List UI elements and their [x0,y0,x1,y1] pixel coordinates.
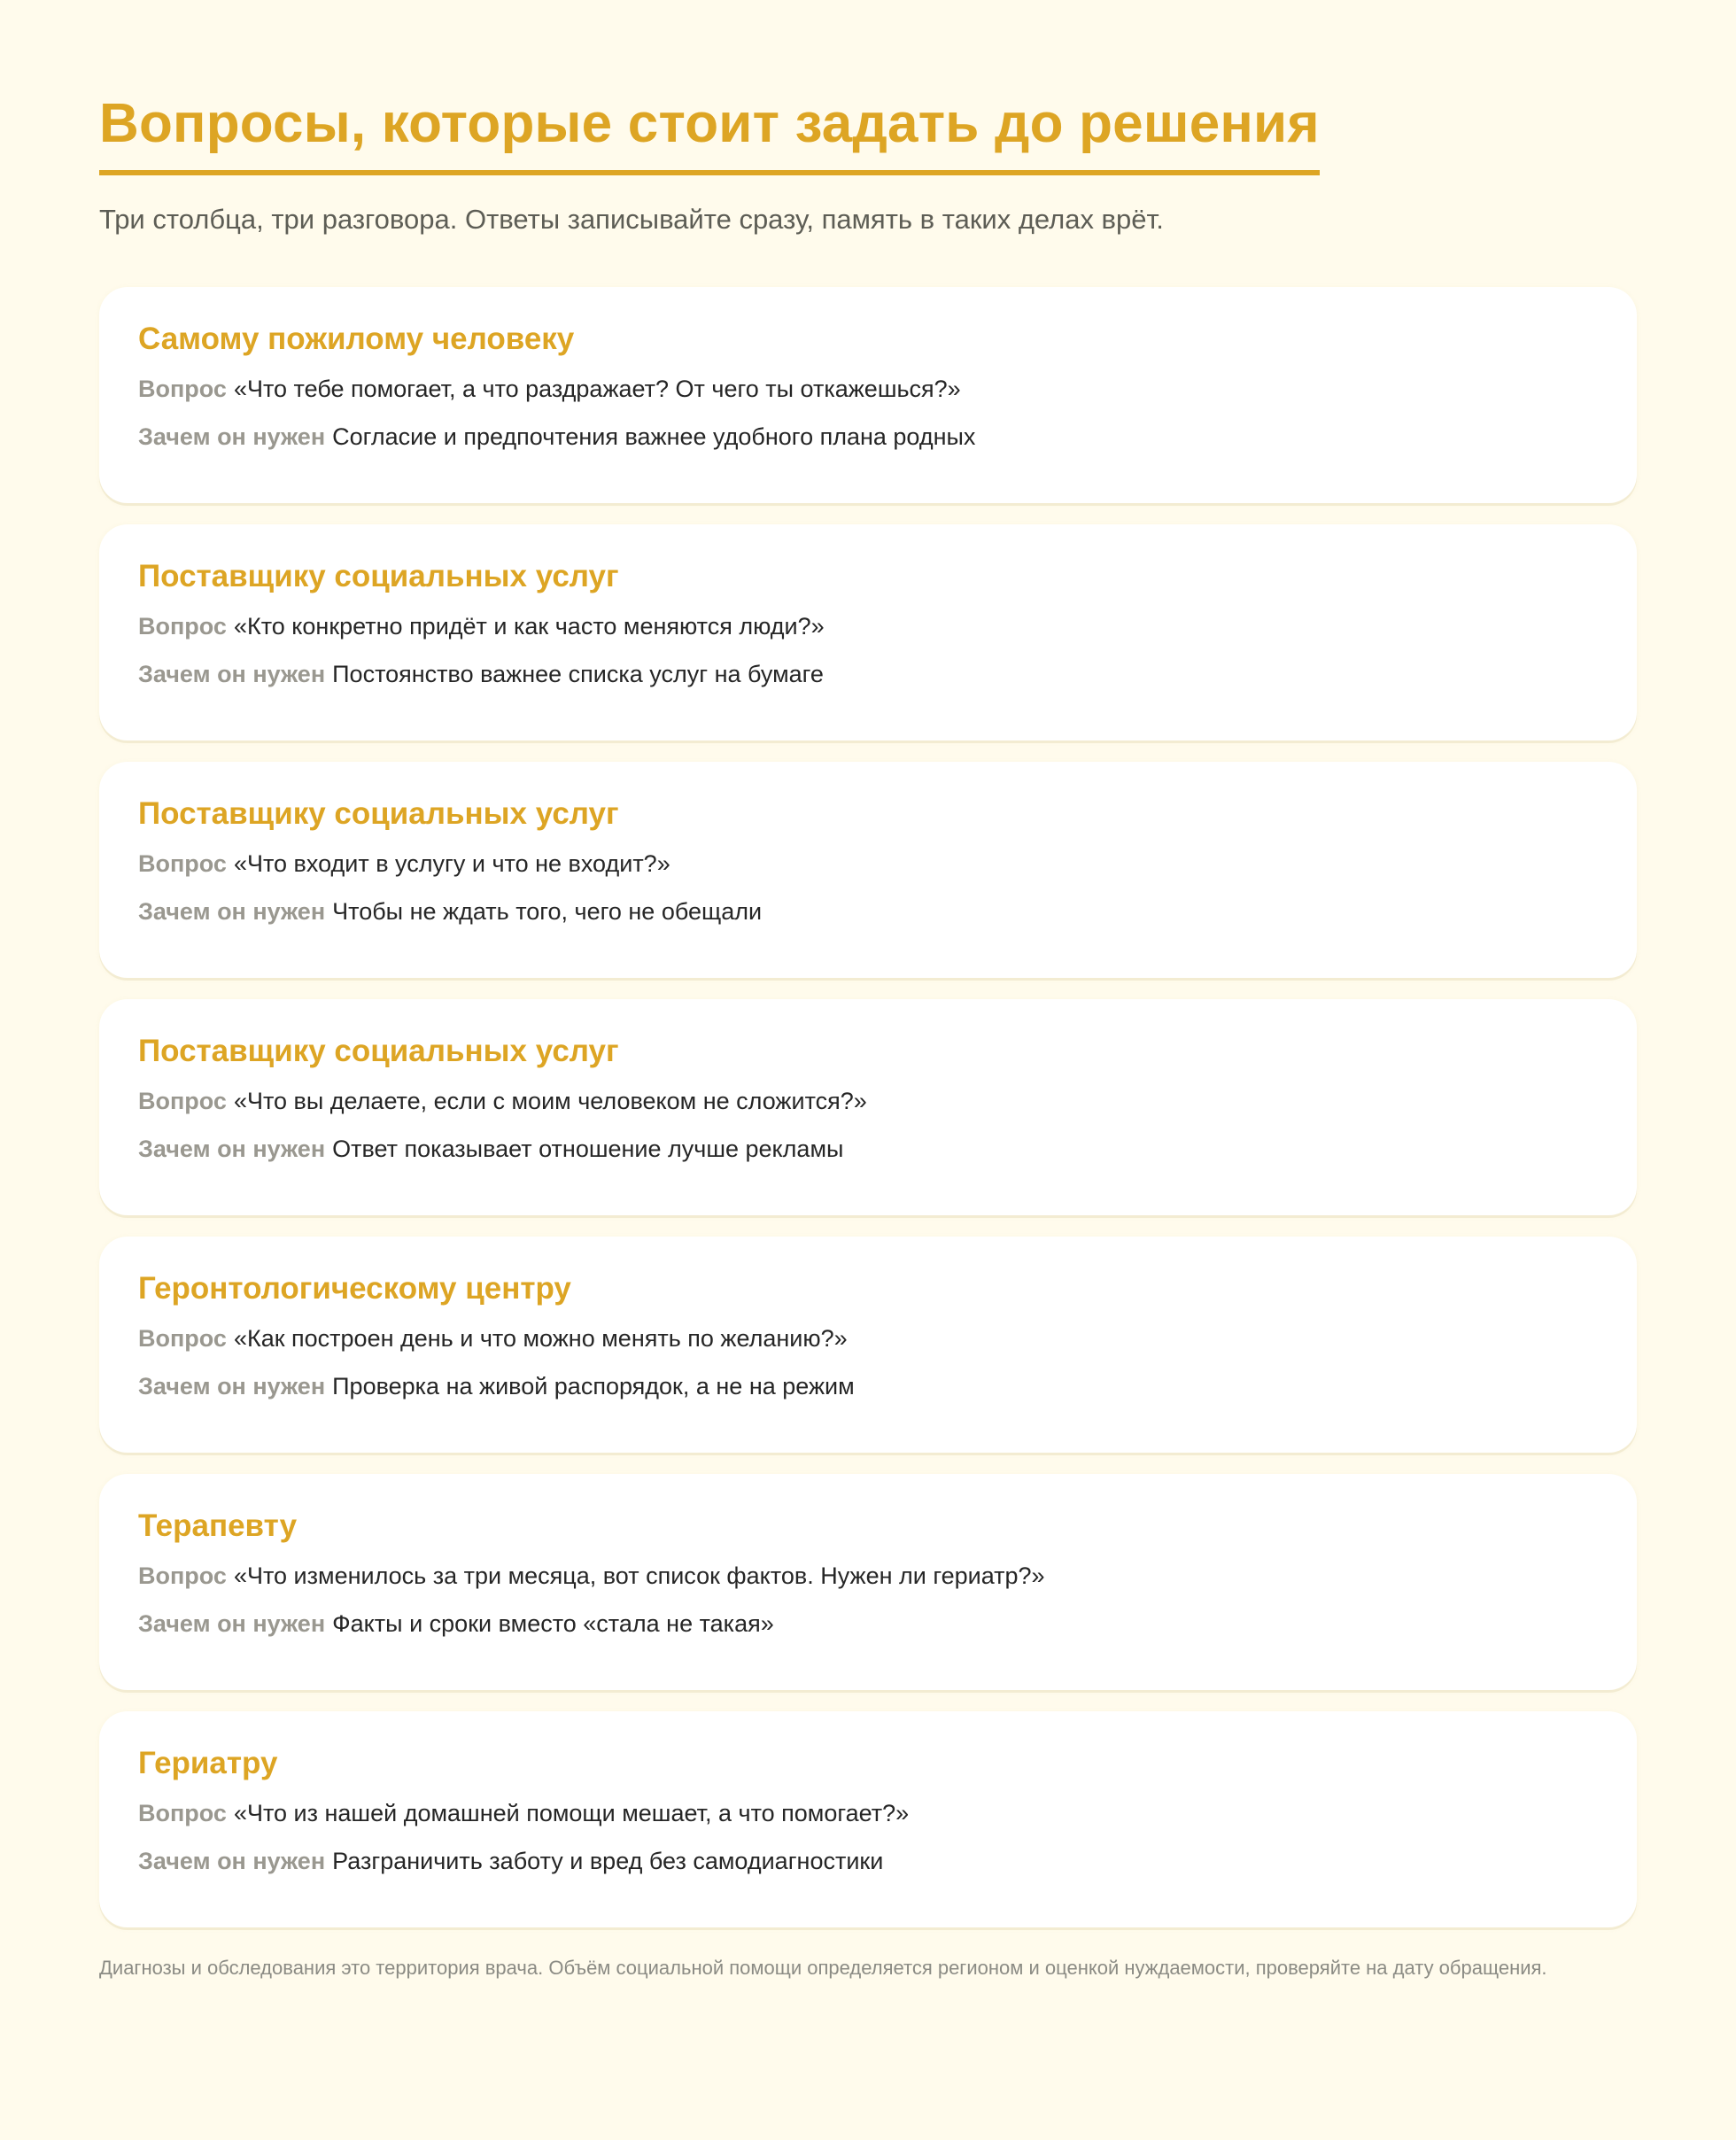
question-card-list [99,287,1637,1927]
question-card [99,1237,1637,1453]
question-label: Вопрос [138,613,227,640]
why-text: Факты и сроки вместо «стала не такая» [332,1610,774,1637]
question-row [138,845,1598,882]
question-card [99,524,1637,740]
card-title: Поставщику социальных услуг [138,559,619,593]
why-text: Проверка на живой распорядок, а не на режим [332,1373,855,1400]
why-row [138,655,1598,693]
question-row [138,370,1598,407]
why-row [138,1368,1598,1405]
footnote: Диагнозы и обследования это территория врача. Объём социальной помощи определяется регионом и оценкой нуждаемости, проверяйте на дату обращения. [99,1957,1547,1979]
why-text: Чтобы не ждать того, чего не обещали [332,898,763,925]
card-title: Поставщику социальных услуг [138,1034,619,1068]
question-row [138,1082,1598,1120]
page-subtitle: Три столбца, три разговора. Ответы записывайте сразу, память в таких делах врёт. [99,204,1164,235]
question-card [99,1474,1637,1690]
card-title: Геронтологическому центру [138,1271,571,1306]
why-label: Зачем он нужен [138,1610,326,1637]
question-label: Вопрос [138,850,227,877]
why-row [138,1130,1598,1167]
question-card [99,287,1637,503]
question-row [138,1795,1598,1832]
why-label: Зачем он нужен [138,423,326,450]
card-title: Самому пожилому человеку [138,322,575,356]
card-title: Поставщику социальных услуг [138,796,619,831]
question-card [99,999,1637,1215]
why-row [138,1842,1598,1880]
why-label: Зачем он нужен [138,661,326,687]
card-title: Терапевту [138,1508,298,1543]
why-text: Ответ показывает отношение лучше рекламы [332,1136,844,1162]
question-row [138,1557,1598,1594]
why-label: Зачем он нужен [138,1136,326,1162]
question-text: «Кто конкретно придёт и как часто меняются люди?» [233,613,825,640]
why-row [138,418,1598,455]
why-label: Зачем он нужен [138,1848,326,1874]
page-title: Вопросы, которые стоит задать до решения [99,89,1320,175]
question-text: «Что вы делаете, если с моим человеком не сложится?» [233,1088,867,1114]
question-row [138,1320,1598,1357]
question-card [99,762,1637,978]
why-text: Постоянство важнее списка услуг на бумаге [332,661,824,687]
why-row [138,893,1598,930]
question-text: «Что тебе помогает, а что раздражает? От чего ты откажешься?» [233,376,961,402]
question-text: «Что входит в услугу и что не входит?» [233,850,670,877]
question-row [138,608,1598,645]
card-title: Гериатру [138,1746,278,1780]
question-card [99,1711,1637,1927]
question-text: «Что из нашей домашней помощи мешает, а что помогает?» [233,1800,910,1826]
why-label: Зачем он нужен [138,898,326,925]
question-text: «Как построен день и что можно менять по желанию?» [233,1325,848,1352]
question-label: Вопрос [138,376,227,402]
why-label: Зачем он нужен [138,1373,326,1400]
why-text: Разграничить заботу и вред без самодиагностики [332,1848,884,1874]
question-label: Вопрос [138,1325,227,1352]
question-label: Вопрос [138,1800,227,1826]
why-row [138,1605,1598,1642]
why-text: Согласие и предпочтения важнее удобного плана родных [332,423,976,450]
question-label: Вопрос [138,1562,227,1589]
question-label: Вопрос [138,1088,227,1114]
question-text: «Что изменилось за три месяца, вот список фактов. Нужен ли гериатр?» [233,1562,1045,1589]
